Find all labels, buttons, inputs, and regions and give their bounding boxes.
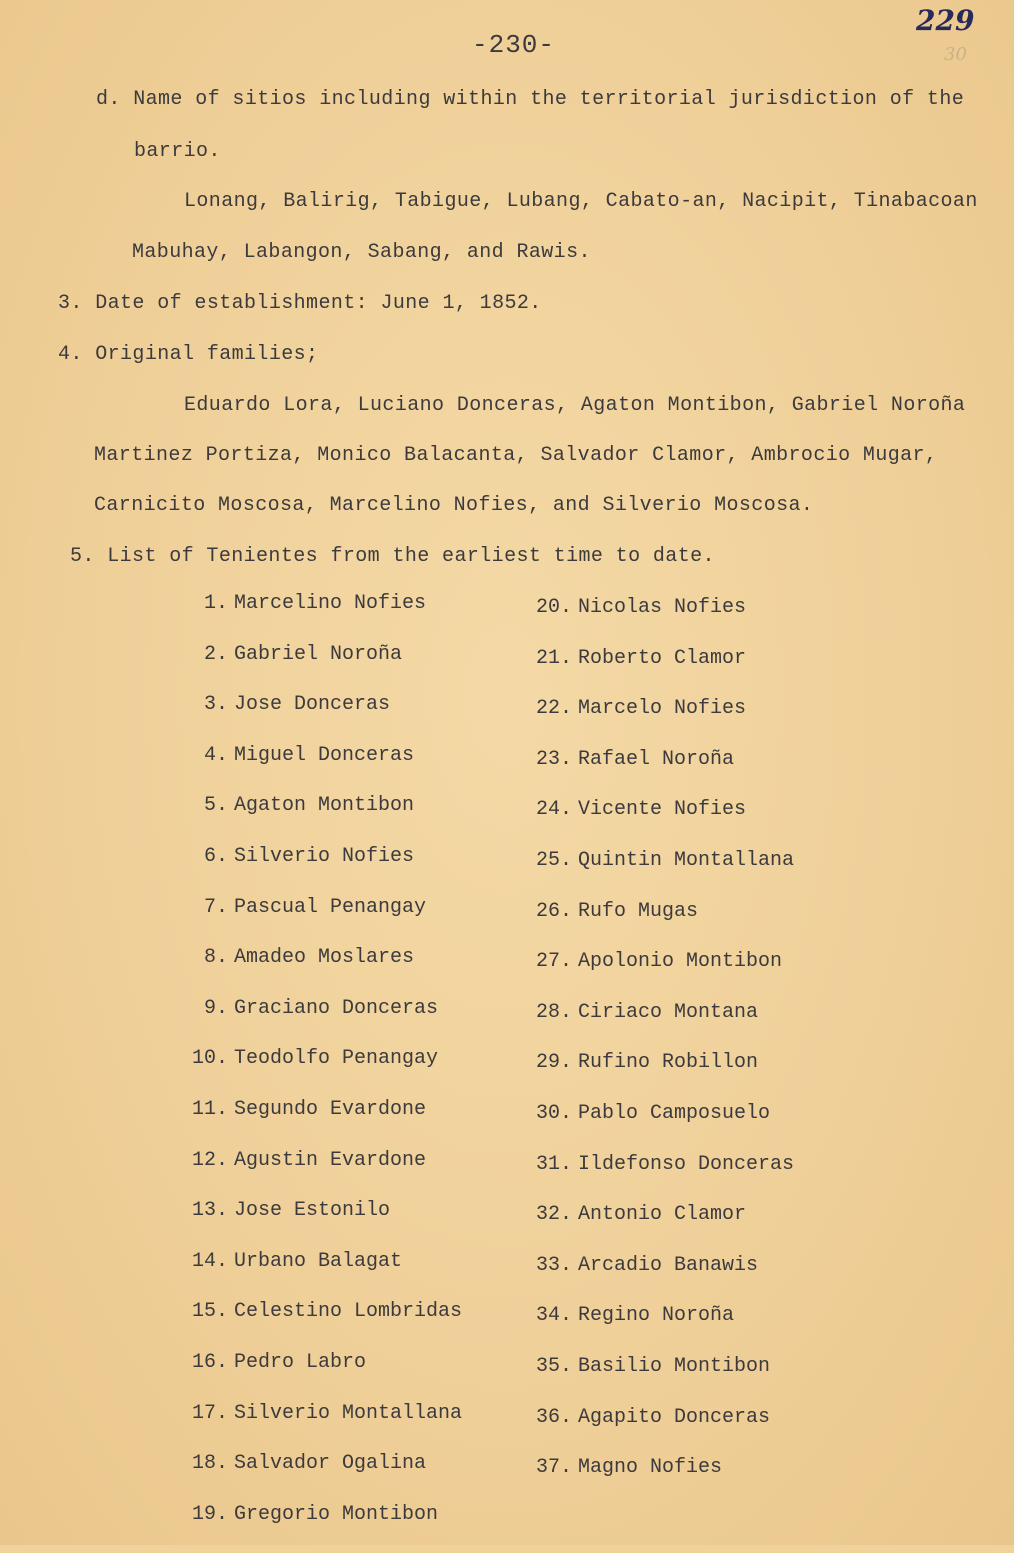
teniente-number: 33. (535, 1253, 572, 1277)
teniente-number: 18. (191, 1452, 228, 1476)
teniente-name: Teodolfo Penangay (234, 1047, 439, 1071)
teniente-number: 29. (535, 1051, 572, 1075)
teniente-name: Jose Estonilo (234, 1199, 391, 1223)
teniente-number: 30. (535, 1101, 572, 1125)
teniente-list-item (522, 1051, 794, 1102)
sitios-line-2: Mabuhay, Labangon, Sabang, and Rawis. (132, 241, 591, 264)
teniente-number: 6. (203, 844, 228, 868)
teniente-list-item (178, 997, 462, 1048)
teniente-list-item (522, 1456, 794, 1507)
teniente-number: 9. (203, 996, 228, 1020)
teniente-number: 11. (191, 1097, 228, 1121)
faint-page-number: 30 (944, 44, 967, 65)
teniente-list-item (178, 744, 462, 795)
teniente-name: Ciriaco Montana (578, 1000, 759, 1024)
teniente-name: Marcelino Nofies (234, 592, 427, 615)
teniente-number: 36. (535, 1405, 572, 1429)
teniente-name: Pedro Labro (234, 1350, 367, 1374)
teniente-list-item (178, 946, 462, 997)
teniente-number: 20. (535, 596, 572, 619)
teniente-list-item (522, 950, 794, 1001)
teniente-name: Nicolas Nofies (578, 596, 747, 619)
teniente-name: Vicente Nofies (578, 798, 747, 822)
teniente-number: 5. (203, 794, 228, 818)
teniente-name: Basilio Montibon (578, 1354, 771, 1378)
teniente-list-item (178, 845, 462, 896)
tenientes-heading: 5. List of Tenientes from the earliest time to date. (70, 545, 715, 568)
teniente-number: 13. (191, 1199, 228, 1223)
teniente-list-item (178, 1149, 462, 1200)
teniente-list-item (178, 693, 462, 744)
teniente-list-item (522, 798, 794, 849)
teniente-number: 37. (535, 1456, 572, 1480)
families-line-1: Eduardo Lora, Luciano Donceras, Agaton Montibon, Gabriel Noroña (184, 394, 966, 417)
teniente-number: 2. (203, 642, 228, 666)
teniente-list-item (178, 1199, 462, 1250)
teniente-list-item (178, 1452, 462, 1503)
teniente-list-item (522, 1203, 794, 1254)
teniente-list-item (522, 1355, 794, 1406)
teniente-name: Miguel Donceras (234, 743, 415, 767)
section-d-line-2: barrio. (134, 140, 221, 163)
teniente-name: Rafael Noroña (578, 747, 735, 771)
teniente-list-item (522, 596, 794, 647)
teniente-list-item (522, 900, 794, 951)
teniente-list-item (522, 647, 794, 698)
teniente-number: 34. (535, 1304, 572, 1328)
original-families-heading: 4. Original families; (58, 343, 319, 366)
teniente-list-item (522, 1254, 794, 1305)
teniente-number: 12. (191, 1148, 228, 1172)
teniente-number: 8. (203, 946, 228, 970)
teniente-name: Regino Noroña (578, 1304, 735, 1328)
teniente-name: Magno Nofies (578, 1456, 723, 1480)
teniente-name: Agapito Donceras (578, 1405, 771, 1429)
teniente-name: Silverio Nofies (234, 844, 415, 868)
teniente-name: Arcadio Banawis (578, 1253, 759, 1277)
teniente-name: Celestino Lombridas (234, 1300, 463, 1324)
teniente-number: 23. (535, 747, 572, 771)
teniente-list-item (522, 1304, 794, 1355)
teniente-name: Rufo Mugas (578, 899, 699, 923)
sitios-line-1: Lonang, Balirig, Tabigue, Lubang, Cabato-an, Nacipit, Tinabacoan (184, 190, 978, 213)
tenientes-list-left (178, 592, 462, 1553)
teniente-list-item (178, 1402, 462, 1453)
families-line-2: Martinez Portiza, Monico Balacanta, Salvador Clamor, Ambrocio Mugar, (94, 444, 938, 467)
teniente-list-item (178, 1250, 462, 1301)
teniente-name: Pablo Camposuelo (578, 1101, 771, 1125)
teniente-number: 14. (191, 1249, 228, 1273)
teniente-name: Apolonio Montibon (578, 950, 783, 974)
teniente-name: Amadeo Moslares (234, 946, 415, 970)
teniente-name: Silverio Montallana (234, 1401, 463, 1425)
teniente-name: Quintin Montallana (578, 848, 795, 872)
teniente-list-item (178, 1503, 462, 1553)
teniente-number: 28. (535, 1000, 572, 1024)
date-of-establishment: 3. Date of establishment: June 1, 1852. (58, 292, 542, 315)
teniente-list-item (522, 748, 794, 799)
teniente-name: Gregorio Montibon (234, 1502, 439, 1526)
teniente-name: Graciano Donceras (234, 996, 439, 1020)
families-line-3: Carnicito Moscosa, Marcelino Nofies, and Silverio Moscosa. (94, 494, 814, 517)
teniente-list-item (178, 896, 462, 947)
teniente-name: Pascual Penangay (234, 895, 427, 919)
teniente-number: 26. (535, 899, 572, 923)
teniente-name: Jose Donceras (234, 693, 391, 717)
teniente-name: Antonio Clamor (578, 1203, 747, 1227)
teniente-number: 31. (535, 1152, 572, 1176)
teniente-list-item (522, 849, 794, 900)
teniente-list-item (522, 1001, 794, 1052)
page-number: -230- (472, 30, 556, 60)
teniente-number: 7. (203, 895, 228, 919)
tenientes-list-right (522, 596, 794, 1507)
teniente-name: Marcelo Nofies (578, 697, 747, 721)
teniente-name: Gabriel Noroña (234, 642, 403, 666)
teniente-list-item (522, 697, 794, 748)
teniente-name: Agaton Montibon (234, 794, 415, 818)
teniente-number: 35. (535, 1354, 572, 1378)
teniente-number: 4. (203, 743, 228, 767)
teniente-list-item (178, 1300, 462, 1351)
teniente-number: 27. (535, 950, 572, 974)
teniente-number: 22. (535, 697, 572, 721)
teniente-list-item (178, 1351, 462, 1402)
teniente-list-item (178, 592, 462, 643)
teniente-name: Roberto Clamor (578, 646, 747, 670)
teniente-number: 19. (191, 1502, 228, 1526)
teniente-name: Agustin Evardone (234, 1148, 427, 1172)
teniente-name: Ildefonso Donceras (578, 1152, 795, 1176)
teniente-list-item (178, 1098, 462, 1149)
teniente-number: 24. (535, 798, 572, 822)
teniente-number: 1. (203, 592, 228, 615)
handwritten-page-number: 229 (916, 4, 975, 37)
teniente-list-item (178, 643, 462, 694)
teniente-list-item (522, 1406, 794, 1457)
teniente-list-item (178, 794, 462, 845)
teniente-list-item (178, 1047, 462, 1098)
teniente-number: 21. (535, 646, 572, 670)
teniente-number: 3. (203, 693, 228, 717)
teniente-name: Segundo Evardone (234, 1097, 427, 1121)
teniente-list-item (522, 1102, 794, 1153)
teniente-list-item (522, 1153, 794, 1204)
teniente-name: Urbano Balagat (234, 1249, 403, 1273)
teniente-name: Rufino Robillon (578, 1051, 759, 1075)
teniente-number: 25. (535, 848, 572, 872)
teniente-name: Salvador Ogalina (234, 1452, 427, 1476)
teniente-number: 15. (191, 1300, 228, 1324)
teniente-number: 10. (191, 1047, 228, 1071)
teniente-number: 16. (191, 1350, 228, 1374)
section-d-line-1: d. Name of sitios including within the territorial jurisdiction of the (96, 88, 965, 111)
teniente-number: 32. (535, 1203, 572, 1227)
teniente-number: 17. (191, 1401, 228, 1425)
